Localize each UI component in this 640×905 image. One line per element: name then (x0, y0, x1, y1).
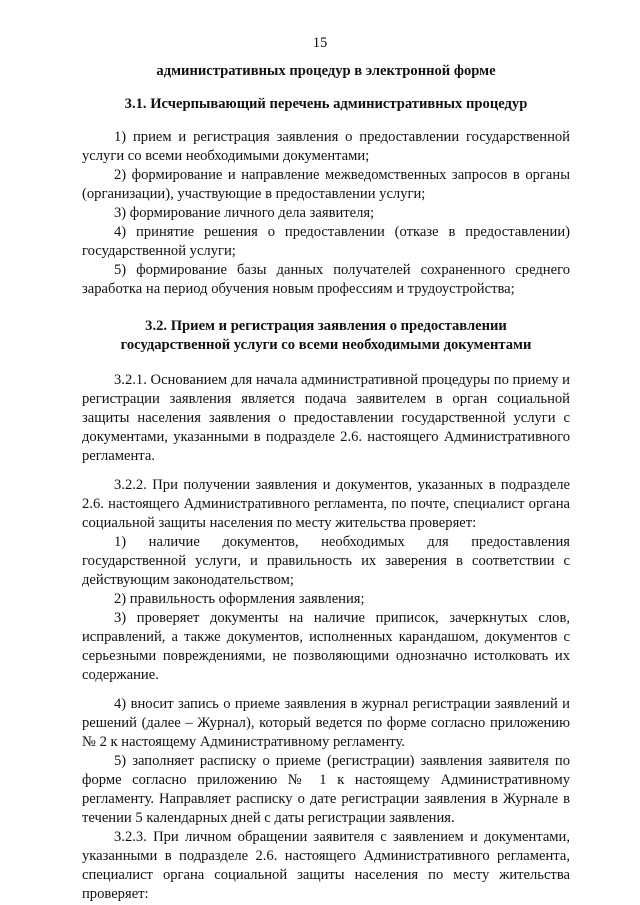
section-3-2-title (82, 317, 570, 355)
list-item: 3) формирование личного дела заявителя; (114, 205, 375, 221)
paragraph: 3.2.1. Основанием для начала административной процедуры по приему и регистрации заявления является подача заявителем в орган социальной защиты населения заявления о предоставлении государственной услуги с документами, указанными в подразделе 2.6. настоящего Административного регламента. (82, 372, 570, 464)
list-item: 1) прием и регистрация заявления о предоставлении государственной услуги со всеми необходимыми документами; (82, 129, 570, 164)
section-3-2-title-line2: государственной услуги со всеми необходимыми документами (120, 337, 532, 353)
paragraph: 5) заполняет расписку о приеме (регистрации) заявления заявителя по форме согласно приложению № 1 к настоящему Административному регламенту. Направляет расписку о дате регистрации заявления в Журнале в течении 5 календарных дней с даты регистрации заявления. (82, 753, 570, 826)
paragraph: 1) наличие документов, необходимых для предоставления государственной услуги, и правильность их заверения в соответствии с действующим законодательством; (82, 534, 570, 588)
paragraph: 3.2.2. При получении заявления и документов, указанных в подразделе 2.6. настоящего Административного регламента, по почте, специалист органа социальной защиты населения по месту жительства проверяет: (82, 477, 570, 531)
page-content (82, 62, 570, 904)
paragraph: 3.2.3. При личном обращении заявителя с заявлением и документами, указанными в подразделе 2.6. настоящего Административного регламента, специалист органа социальной защиты населения по месту жительства проверяет: (82, 829, 570, 902)
list-item: 5) формирование базы данных получателей сохраненного среднего заработка на период обучения новым профессиям и трудоустройства; (82, 262, 570, 297)
section-3-2-title-line1: 3.2. Прием и регистрация заявления о предоставлении (145, 318, 507, 334)
list-item: 4) принятие решения о предоставлении (отказе в предоставлении) государственной услуги; (82, 224, 570, 259)
list-item: 2) формирование и направление межведомственных запросов в органы (организации), участвующие в предоставлении услуги; (82, 167, 570, 202)
page-number: 15 (312, 35, 328, 51)
section-heading-top: административных процедур в электронной форме (156, 63, 496, 79)
paragraph: 2) правильность оформления заявления; (114, 591, 365, 607)
section-3-1-title: 3.1. Исчерпывающий перечень административных процедур (124, 96, 528, 112)
paragraph: 4) вносит запись о приеме заявления в журнал регистрации заявлений и решений (далее – Журнал), который ведется по форме согласно приложению № 2 к настоящему Административному регламенту. (82, 696, 570, 750)
paragraph: 3) проверяет документы на наличие приписок, зачеркнутых слов, исправлений, а также документов, исполненных карандашом, документов с серьезными повреждениями, не позволяющими однозначно истолковать их содержание. (82, 610, 570, 683)
